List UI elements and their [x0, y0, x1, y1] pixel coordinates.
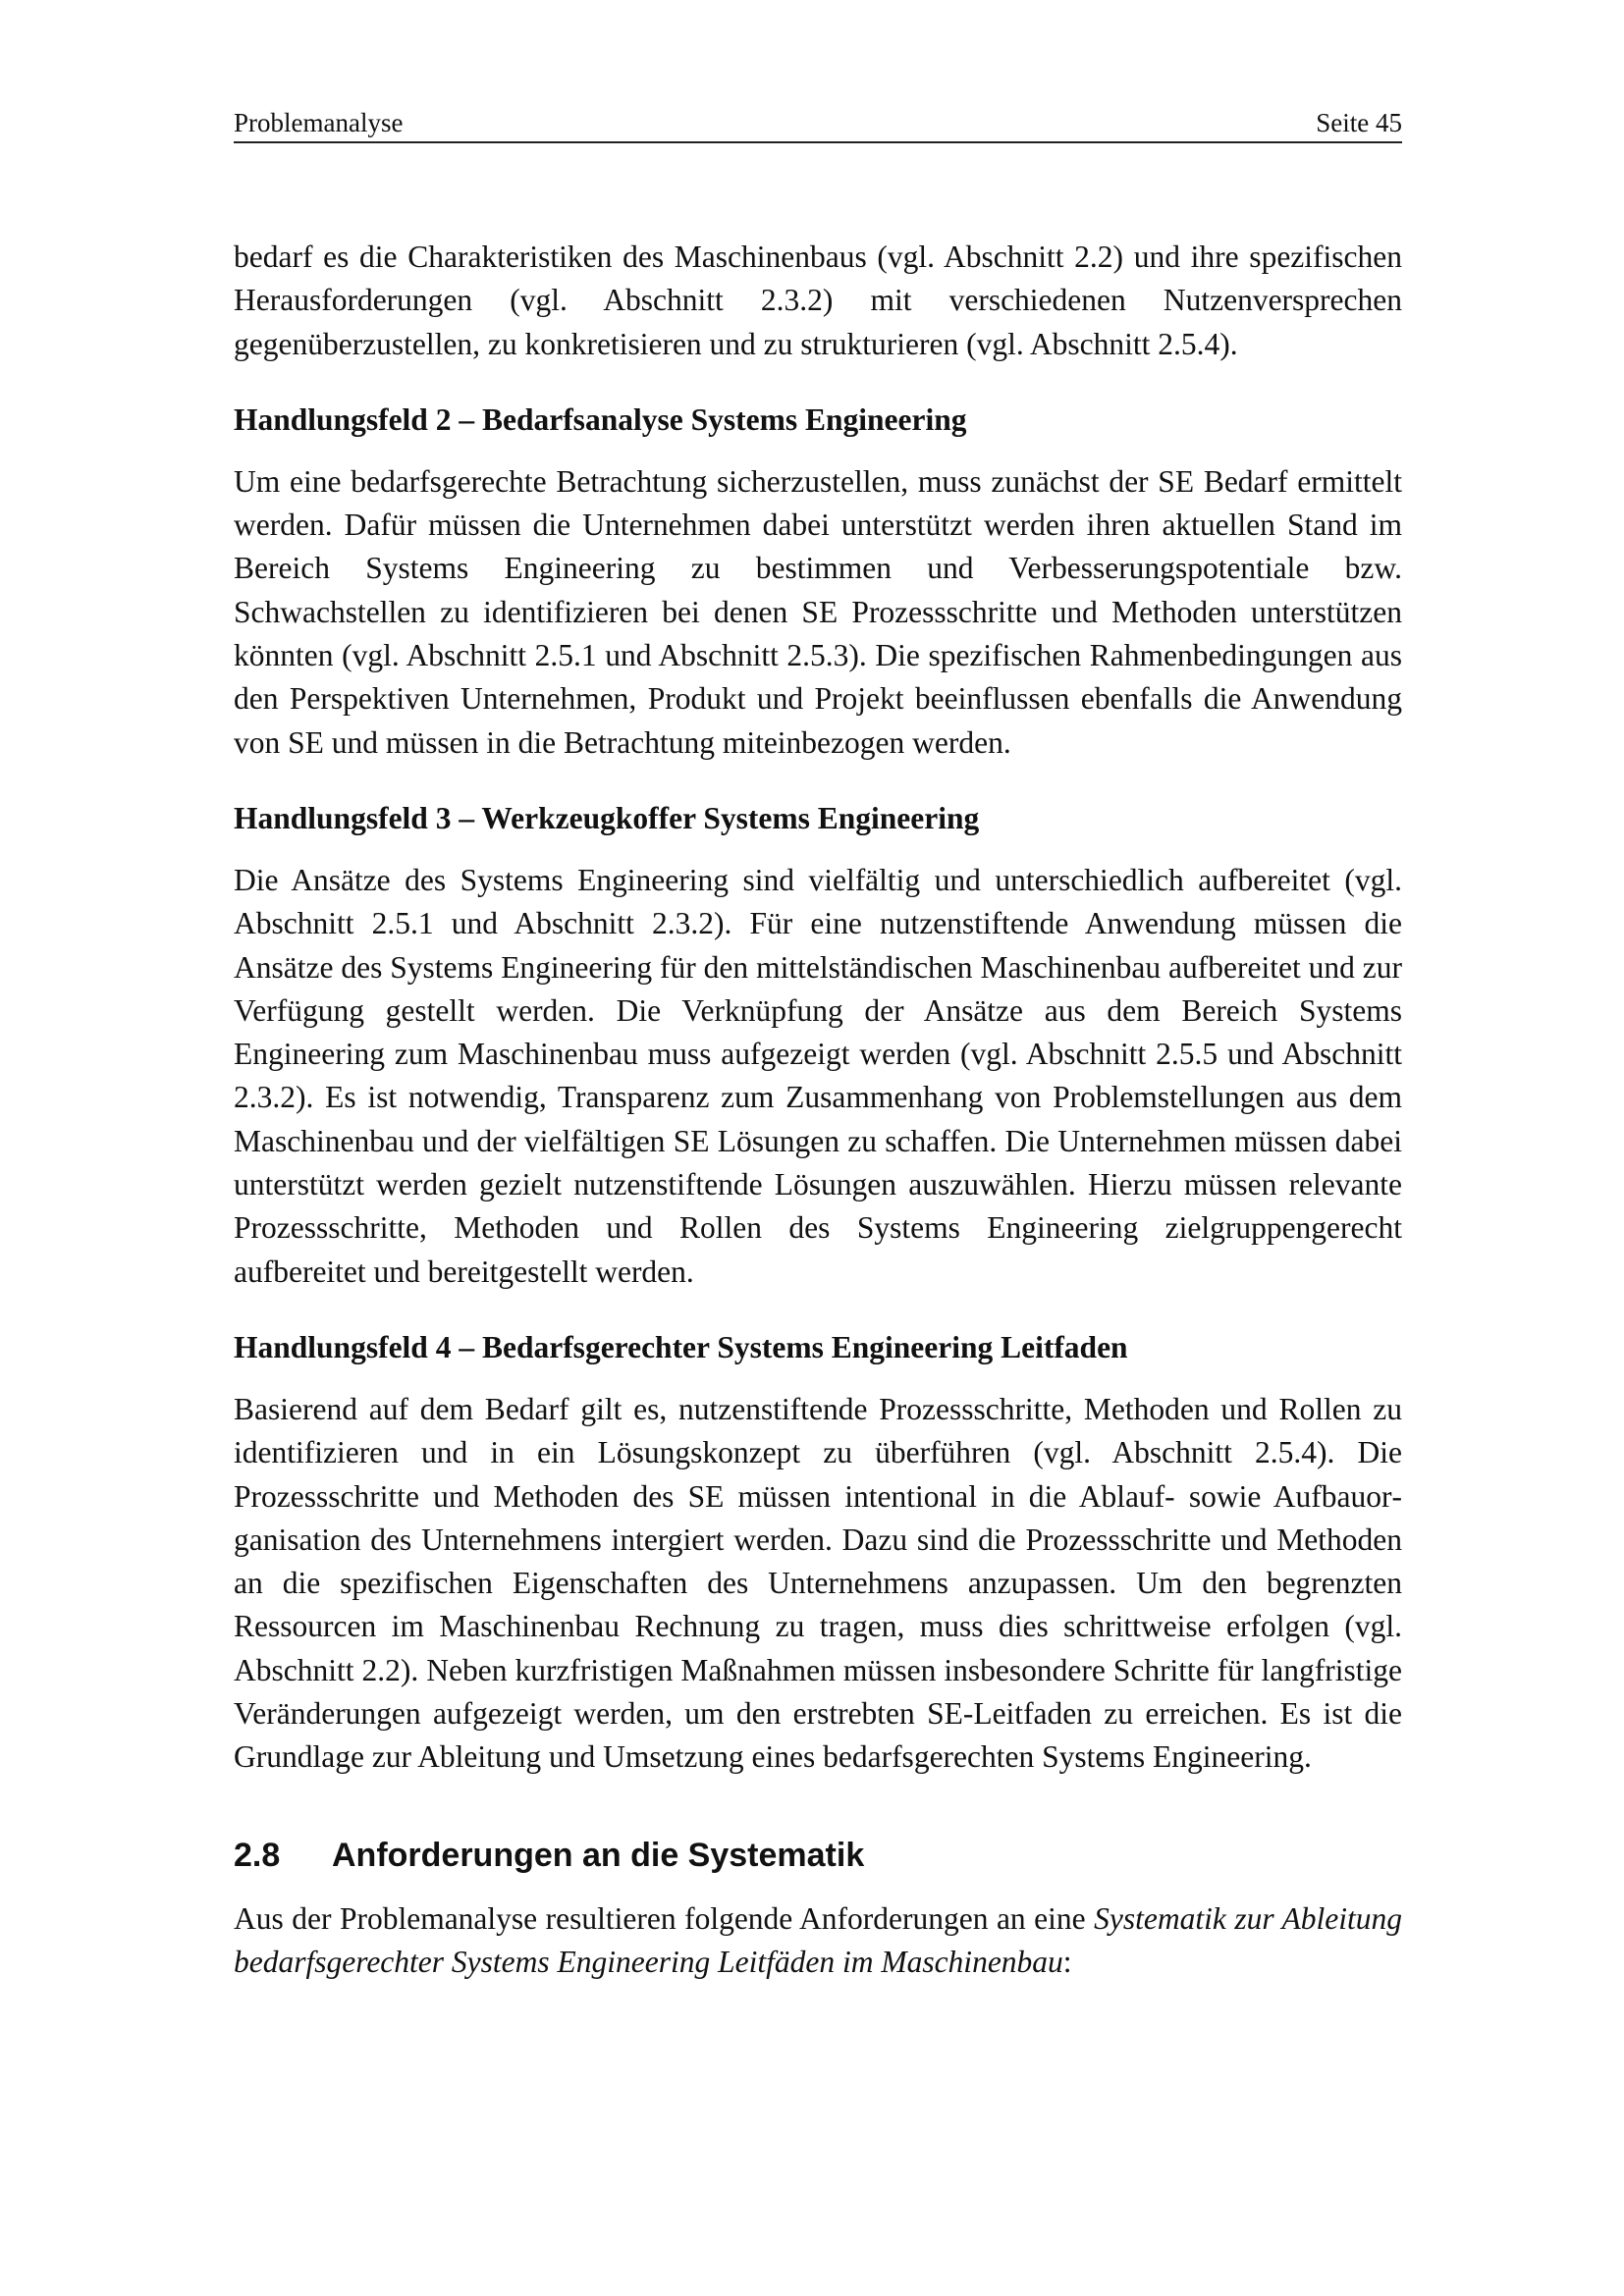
intro-paragraph: bedarf es die Charakteristiken des Maschinenbaus (vgl. Abschnitt 2.2) und ihre spezifischen Herausforderungen (vgl. Abschnitt 2.3.2) mit verschiedenen Nutzenversprechen gegenüberzustellen, zu konkretisieren und zu strukturieren (vgl. Abschnitt 2.5.4).	[234, 240, 1402, 361]
handlungsfeld-3-heading: Handlungsfeld 3 – Werkzeugkoffer Systems Engineering	[234, 800, 980, 835]
section-heading	[234, 1835, 1402, 1876]
section-number: 2.8	[234, 1836, 281, 1874]
handlungsfeld-4-paragraph: Basierend auf dem Bedarf gilt es, nutzenstiftende Prozessschritte, Methoden und Rollen zu identifizieren und in ein Lösungskonzept zu überführen (vgl. Abschnitt 2.5.4). Die Prozessschritte und Methoden des SE müssen intentional in die Ablauf- sowie Aufbauorganisation des Unternehmens intergiert werden. Dazu sind die Prozessschritte und Methoden an die spezifischen Eigenschaften des Unternehmens anzupassen. Um den begrenzten Ressourcen im Maschinenbau Rechnung zu tragen, muss dies schrittweise erfolgen (vgl. Abschnitt 2.2). Neben kurzfristigen Maßnahmen müssen insbesondere Schritte für langfristige Veränderungen aufgezeigt werden, um den erstrebten SE-Leitfaden zu erreichen. Es ist die Grundlage zur Ableitung und Umsetzung eines bedarfsgerechten Systems Engineering.	[234, 1391, 1402, 1775]
handlungsfeld-2-heading: Handlungsfeld 2 – Bedarfsanalyse Systems Engineering	[234, 401, 967, 437]
header-page-number: Seite 45	[1316, 108, 1402, 137]
section-title: Anforderungen an die Systematik	[332, 1836, 865, 1874]
running-header	[234, 106, 1402, 143]
section-text-emphasis: Systematik zur Ableitung bedarfsgerechter Systems Engineering Leitfäden im Maschinenbau	[234, 1900, 1403, 1979]
page-content	[234, 236, 1402, 1984]
section-paragraph	[234, 1897, 1402, 1985]
section-text-lead: Aus der Problemanalyse resultieren folgende Anforderungen an eine	[234, 1900, 1095, 1936]
header-chapter-title: Problemanalyse	[234, 108, 404, 137]
handlungsfeld-3-paragraph: Die Ansätze des Systems Engineering sind vielfältig und unterschiedlich aufbereitet (vgl. Abschnitt 2.5.1 und Abschnitt 2.3.2). Für eine nutzenstiftende Anwendung müssen die Ansätze des Systems Engineering für den mittelständischen Maschinenbau aufbereitet und zur Verfügung gestellt werden. Die Verknüpfung der Ansätze aus dem Bereich Systems Engineering zum Maschinenbau muss aufgezeigt werden (vgl. Abschnitt 2.5.5 und Abschnitt 2.3.2). Es ist notwendig, Transparenz zum Zusammenhang von Problemstellungen aus dem Maschinenbau und der vielfältigen SE Lösungen zu schaffen. Die Unternehmen müssen dabei unterstützt werden gezielt nutzenstiftende Lösungen auszuwählen. Hierzu müssen relevante Prozessschritte, Methoden und Rollen des Systems Engineering zielgruppengerecht aufbereitet und bereitgestellt werden.	[234, 862, 1402, 1289]
section-text-tail: :	[1062, 1944, 1072, 1979]
handlungsfeld-2-paragraph: Um eine bedarfsgerechte Betrachtung sicherzustellen, muss zunächst der SE Bedarf ermittelt werden. Dafür müssen die Unternehmen dabei unterstützt werden ihren aktuellen Stand im Bereich Systems Engineering zu bestimmen und Verbesserungspotentiale bzw. Schwachstellen zu identifizieren bei denen SE Prozessschritte und Methoden unterstützen könnten (vgl. Abschnitt 2.5.1 und Abschnitt 2.5.3). Die spezifischen Rahmenbedingungen aus den Perspektiven Unternehmen, Produkt und Projekt beeinflussen ebenfalls die Anwendung von SE und müssen in die Betrachtung miteinbezogen werden.	[234, 463, 1402, 760]
handlungsfeld-4-heading: Handlungsfeld 4 – Bedarfsgerechter Systems Engineering Leitfaden	[234, 1329, 1128, 1364]
